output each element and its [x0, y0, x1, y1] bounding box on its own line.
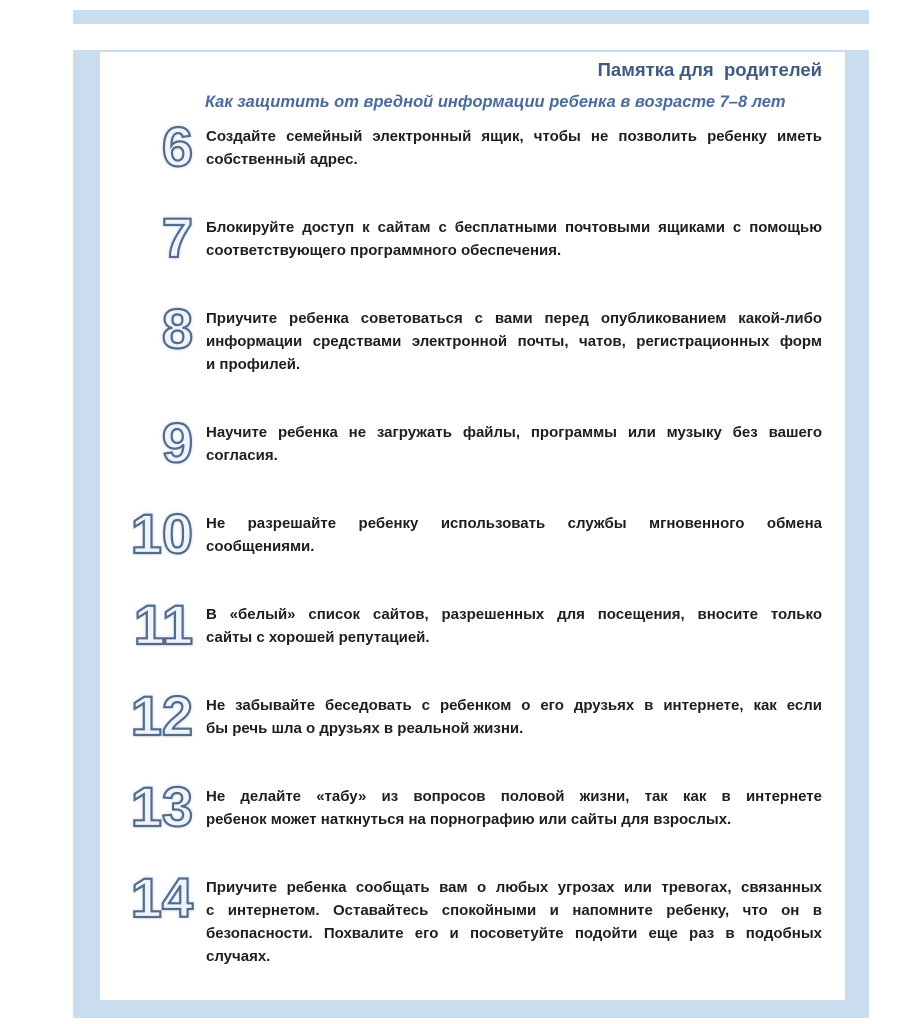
tip-number: 11	[133, 593, 193, 656]
tip-text	[206, 694, 822, 740]
tip-text	[206, 512, 822, 558]
tip-item	[0, 684, 921, 747]
tip-text-line: соответствующего программного обеспечения.	[206, 242, 562, 259]
tip-text-line: ребенок может наткнуться на порнографию или сайты для взрослых.	[206, 811, 732, 828]
memo-subtitle: Как защитить от вредной информации ребенка в возрасте 7–8 лет	[205, 93, 786, 111]
tip-number: 10	[130, 502, 193, 565]
tip-number: 6	[161, 115, 193, 178]
tip-item	[0, 206, 921, 269]
tip-text	[206, 876, 822, 968]
tip-text	[206, 307, 822, 376]
tip-text-line: Научите ребенка не загружать файлы, программы или музыку без вашего	[206, 424, 822, 441]
tip-text-line: собственный адрес.	[206, 151, 358, 168]
tip-number: 13	[130, 775, 193, 838]
tip-number: 12	[130, 684, 193, 747]
tip-text-line: Не разрешайте ребенку использовать службы мгновенного обмена	[206, 515, 822, 532]
tip-text-line: информации средствами электронной почты, чатов, регистрационных форм	[206, 333, 822, 350]
tip-text-line: сайты с хорошей репутацией.	[206, 629, 430, 646]
tips-list	[0, 115, 921, 1013]
tip-item	[0, 866, 921, 968]
tip-text	[206, 603, 822, 649]
tip-text-line: Блокируйте доступ к сайтам с бесплатными почтовыми ящиками с помощью	[206, 219, 822, 236]
tip-number: 9	[161, 411, 193, 474]
tip-item	[0, 593, 921, 656]
tip-text-line: Не забывайте беседовать с ребенком о его друзьях в интернете, как если	[206, 697, 822, 714]
tip-text-line: согласия.	[206, 447, 278, 464]
tip-number: 14	[130, 866, 193, 929]
tip-text-line: Создайте семейный электронный ящик, чтобы не позволить ребенку иметь	[206, 128, 822, 145]
tip-item	[0, 297, 921, 376]
tip-item	[0, 775, 921, 838]
tip-number: 7	[161, 206, 193, 269]
memo-title: Памятка для родителей	[597, 59, 822, 80]
tip-text	[206, 216, 822, 262]
tip-text-line: В «белый» список сайтов, разрешенных для посещения, вносите только	[206, 606, 822, 623]
tip-text-line: бы речь шла о друзьях в реальной жизни.	[206, 720, 524, 737]
tip-text-line: Приучите ребенка советоваться с вами перед опубликованием какой-либо	[206, 310, 822, 327]
tip-text	[206, 125, 822, 171]
tip-text-line: с интернетом. Оставайтесь спокойными и напомните ребенку, что он в	[206, 902, 822, 919]
tip-item	[0, 115, 921, 178]
tip-item	[0, 411, 921, 474]
tip-text-line: безопасности. Похвалите его и посоветуйте подойти еще раз в подобных	[206, 925, 822, 942]
tip-text-line: Приучите ребенка сообщать вам о любых угрозах или тревогах, связанных	[206, 879, 822, 896]
tip-text	[206, 421, 822, 467]
tip-number: 8	[161, 297, 193, 360]
tip-item	[0, 502, 921, 565]
tip-text-line: сообщениями.	[206, 538, 315, 555]
tip-text-line: и профилей.	[206, 356, 301, 373]
tip-text-line: случаях.	[206, 948, 271, 965]
previous-page-bottom-edge	[73, 10, 869, 24]
tip-text-line: Не делайте «табу» из вопросов половой жизни, так как в интернете	[206, 788, 822, 805]
tip-text	[206, 785, 822, 831]
